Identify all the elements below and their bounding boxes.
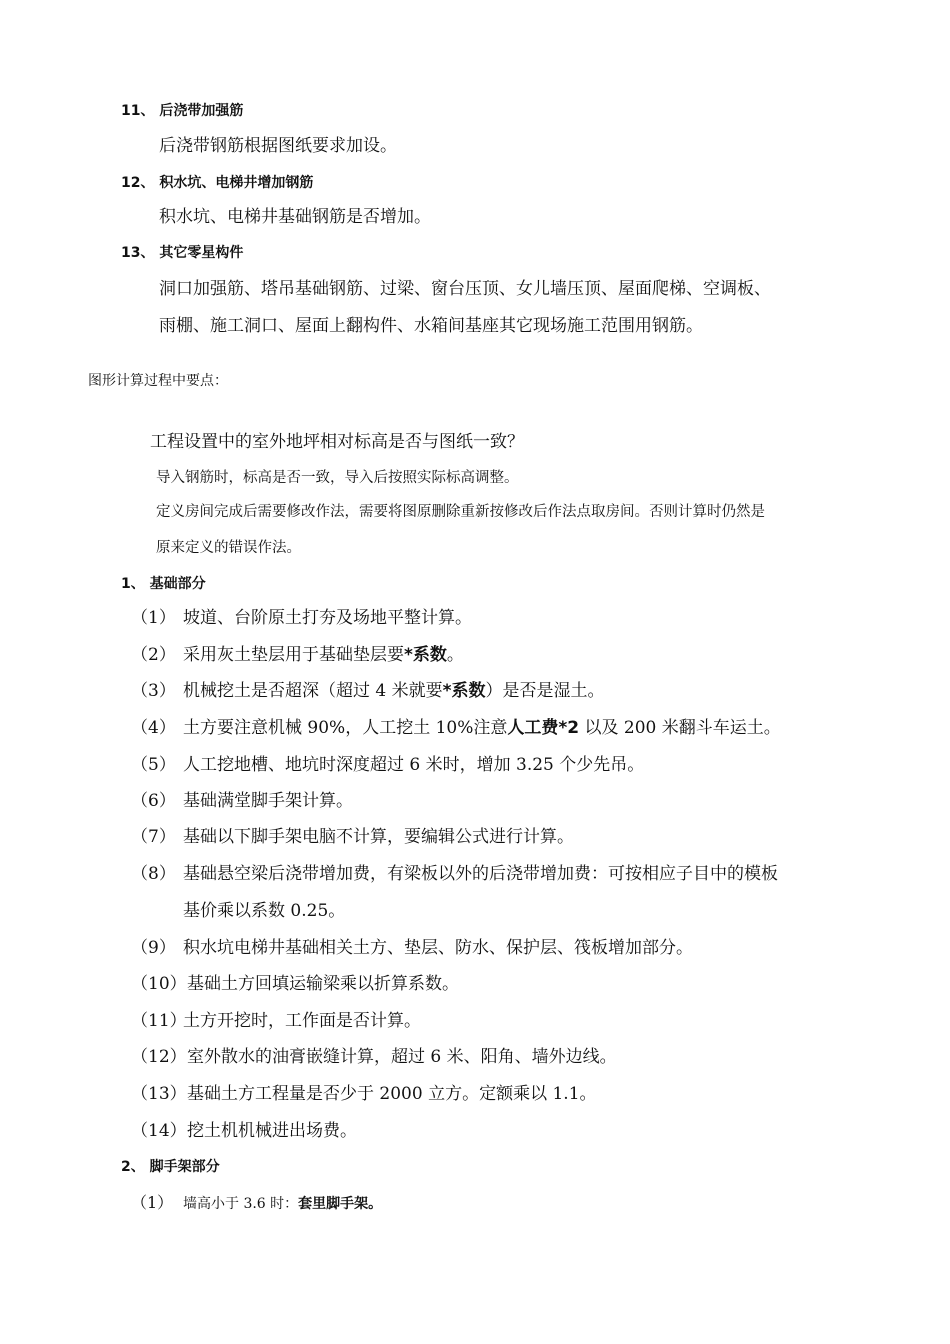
- item-text: 人工挖地槽、地坑时深度超过 6 米时，增加 3.25 个少先吊。: [183, 755, 645, 775]
- item-bold-text: 人工费*2: [507, 718, 580, 738]
- heading-11: 11、 后浇带加强筋: [121, 103, 244, 119]
- foundation-heading: 1、 基础部分: [121, 576, 206, 592]
- heading-13: 13、 其它零星构件: [121, 245, 244, 261]
- item-text: 土方要注意机械 90%，人工挖土 10%注意: [183, 718, 508, 738]
- item-bold-text: *系数: [404, 645, 447, 665]
- item-text: 坡道、台阶原土打夯及场地平整计算。: [183, 608, 472, 628]
- item-number: （3）: [131, 681, 176, 701]
- paragraph-11: 后浇带钢筋根据图纸要求加设。: [159, 136, 397, 156]
- item-text: 基础土方工程量是否少于 2000 立方。定额乘以 1.1。: [187, 1084, 597, 1104]
- graphics-note-2: 导入钢筋时，标高是否一致，导入后按照实际标高调整。: [156, 470, 519, 486]
- item-tail-text: 以及 200 米翻斗车运土。: [579, 718, 781, 738]
- item-bold-text: *系数: [442, 681, 486, 701]
- item-text: 土方开挖时，工作面是否计算。: [183, 1011, 421, 1031]
- foundation-item-11: [131, 1013, 421, 1030]
- foundation-item-5: [131, 757, 644, 774]
- item-number: （8）: [131, 864, 176, 884]
- item-number: （5）: [131, 755, 176, 775]
- item-text: 机械挖土是否超深（超过 4 米就要: [183, 681, 443, 701]
- item-number: （2）: [131, 645, 176, 665]
- item-number: （10）: [131, 974, 187, 994]
- item-number: （7）: [131, 827, 176, 847]
- item-number: （12）: [131, 1047, 187, 1067]
- foundation-item-3: [131, 683, 605, 700]
- graphics-question-1: 工程设置中的室外地坪相对标高是否与图纸一致？: [150, 432, 524, 452]
- paragraph-13-line1: 洞口加强筋、塔吊基础钢筋、过梁、窗台压顶、女儿墙压顶、屋面爬梯、空调板、: [159, 279, 771, 299]
- item-text: 基础悬空梁后浇带增加费，有梁板以外的后浇带增加费：可按相应子目中的模板: [183, 864, 778, 884]
- item-tail-text: 。: [446, 645, 464, 665]
- item-text: 基础以下脚手架电脑不计算，要编辑公式进行计算。: [183, 827, 574, 847]
- foundation-item-2: [131, 647, 464, 664]
- item-number: （1）: [131, 1193, 174, 1212]
- paragraph-13-line2: 雨棚、施工洞口、屋面上翻构件、水箱间基座其它现场施工范围用钢筋。: [159, 316, 703, 336]
- graphics-title: 图形计算过程中要点：: [88, 373, 228, 389]
- item-number: （4）: [131, 718, 176, 738]
- item-number: （1）: [131, 608, 176, 628]
- item-bold-text: 套里脚手架。: [298, 1196, 383, 1212]
- foundation-item-4: [131, 720, 781, 737]
- item-tail-text: ）是否是湿土。: [485, 681, 605, 701]
- item-text: 基础满堂脚手架计算。: [183, 791, 353, 811]
- item-number: （6）: [131, 791, 176, 811]
- item-text: 积水坑电梯井基础相关土方、垫层、防水、保护层、筏板增加部分。: [183, 938, 693, 958]
- item-number: （13）: [131, 1084, 187, 1104]
- graphics-note-3-line2: 原来定义的错误作法。: [156, 540, 301, 556]
- item-text: 挖土机机械进出场费。: [187, 1121, 357, 1141]
- foundation-item-10: [131, 976, 459, 993]
- foundation-item-12: [131, 1049, 617, 1066]
- scaffold-item-1: [131, 1195, 382, 1211]
- foundation-item-6: [131, 793, 353, 810]
- foundation-item-8-continuation: 基价乘以系数 0.25。: [183, 901, 346, 921]
- item-text: 采用灰土垫层用于基础垫层要: [183, 645, 404, 665]
- item-text: 基础土方回填运输梁乘以折算系数。: [187, 974, 459, 994]
- foundation-item-1: [131, 610, 472, 627]
- scaffold-heading: 2、 脚手架部分: [121, 1159, 220, 1175]
- graphics-note-3-line1: 定义房间完成后需要修改作法，需要将图原删除重新按修改后作法点取房间。否则计算时仍然是: [156, 504, 765, 520]
- item-text: 墙高小于 3.6 时：: [183, 1196, 299, 1212]
- foundation-item-9: [131, 940, 693, 957]
- foundation-item-14: [131, 1123, 357, 1140]
- heading-12: 12、 积水坑、电梯井增加钢筋: [121, 175, 314, 191]
- item-number: （11）: [131, 1011, 187, 1031]
- item-number: （9）: [131, 938, 176, 958]
- item-text: 室外散水的油膏嵌缝计算，超过 6 米、阳角、墙外边线。: [187, 1047, 617, 1067]
- foundation-item-8: [131, 866, 778, 883]
- foundation-item-7: [131, 829, 574, 846]
- paragraph-12: 积水坑、电梯井基础钢筋是否增加。: [159, 207, 431, 227]
- foundation-item-13: [131, 1086, 597, 1103]
- item-number: （14）: [131, 1121, 187, 1141]
